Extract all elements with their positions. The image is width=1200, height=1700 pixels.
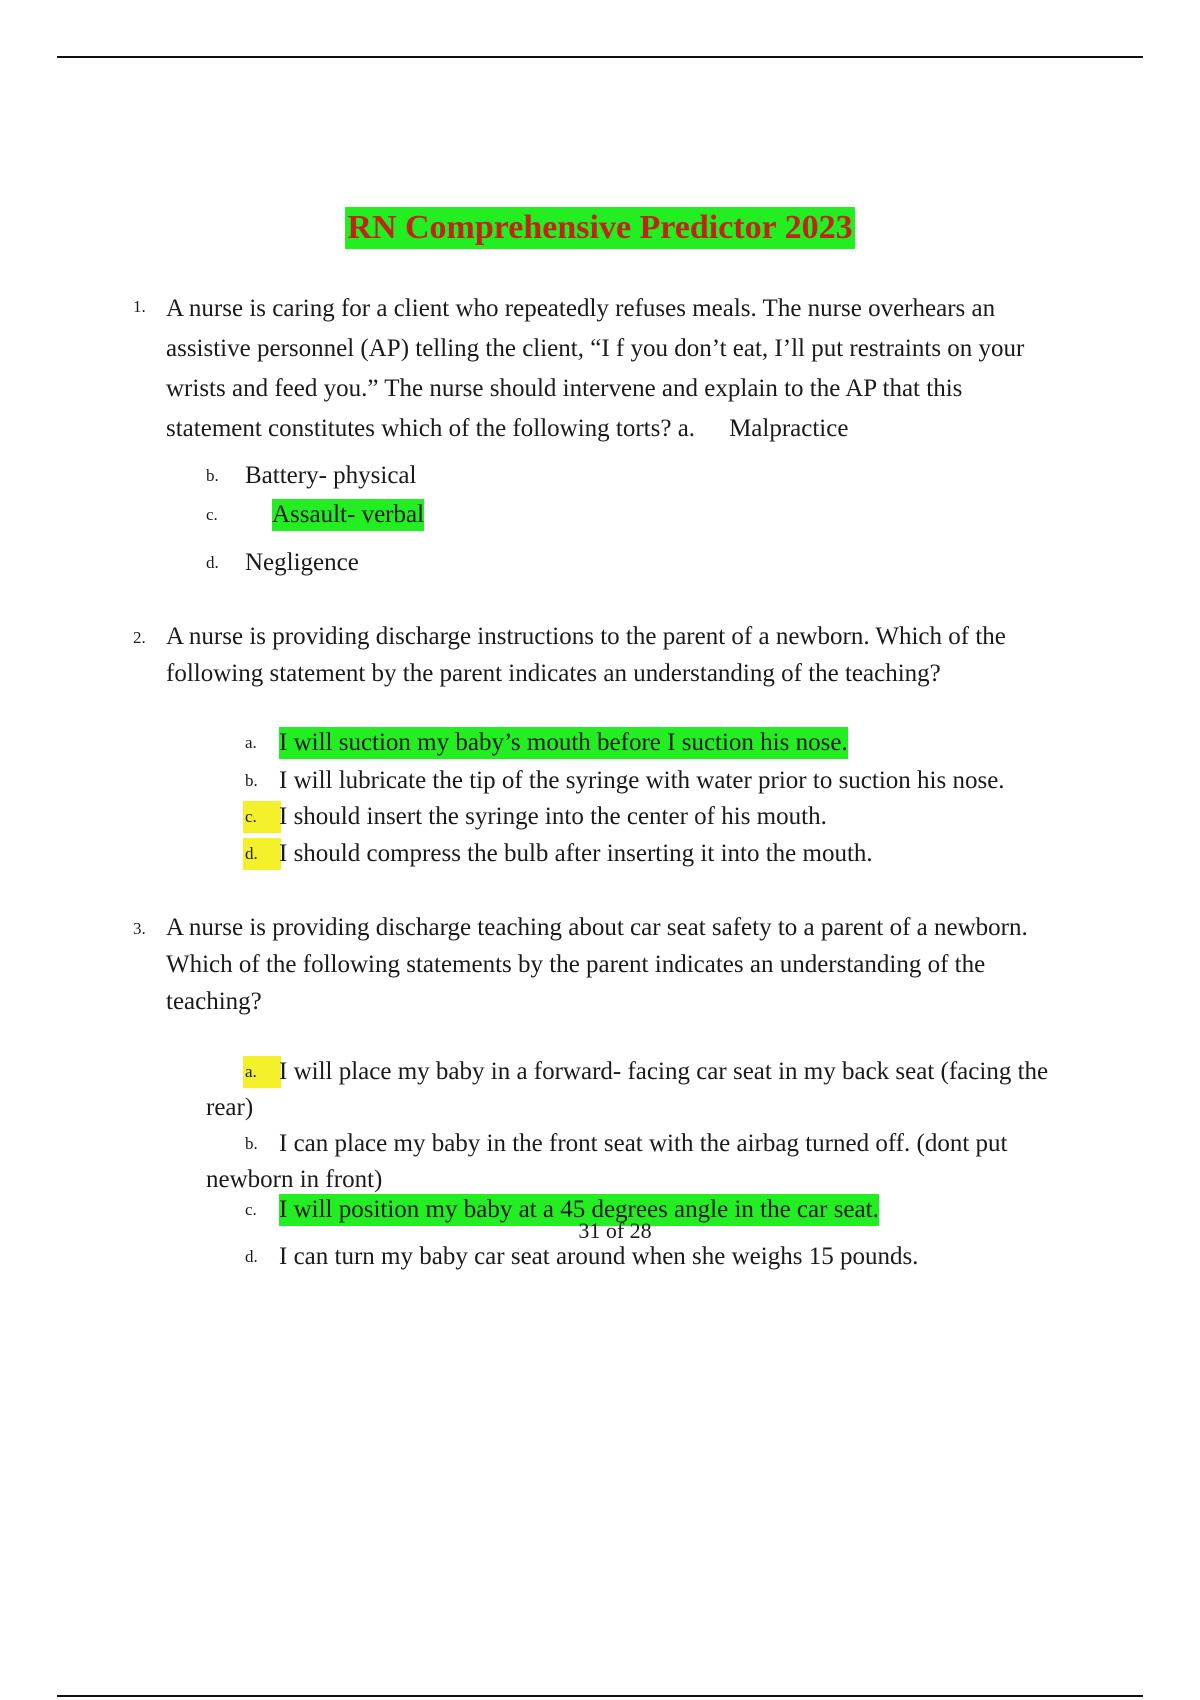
- question-stem: [166, 289, 1146, 449]
- option-letter: c.: [206, 505, 218, 524]
- option-letter: b.: [245, 771, 258, 790]
- option-letter: b.: [245, 1134, 258, 1153]
- option-text: I will suction my baby’s mouth before I suction his nose.: [279, 727, 848, 759]
- option-continuation: rear): [206, 1094, 254, 1121]
- option-text: I should insert the syringe into the center of his mouth.: [279, 803, 827, 830]
- bottom-rule: [57, 1695, 1143, 1697]
- stem-line: A nurse is caring for a client who repeatedly refuses meals. The nurse overhears an: [166, 295, 996, 322]
- option-text: I will position my baby at a 45 degrees angle in the car seat.: [279, 1194, 879, 1226]
- top-rule: [57, 56, 1143, 58]
- option-text: Battery- physical: [245, 462, 417, 489]
- option-letter: d.: [206, 553, 219, 572]
- option-letter: a.: [245, 733, 257, 752]
- inline-option-text: Malpractice: [729, 415, 849, 442]
- stem-line: A nurse is providing discharge instructions to the parent of a newborn. Which of the: [166, 623, 1006, 650]
- question-number: 1.: [133, 297, 146, 316]
- option-text: Negligence: [245, 549, 359, 576]
- option-letter: d.: [243, 838, 281, 870]
- question-stem: [166, 909, 1146, 1020]
- option-text: I will place my baby in a forward- facing car seat in my back seat (facing the: [279, 1058, 1049, 1085]
- option-letter: c.: [245, 1200, 257, 1219]
- stem-line: wrists and feed you.” The nurse should intervene and explain to the AP that this: [166, 375, 963, 402]
- option-continuation: newborn in front): [206, 1166, 383, 1193]
- stem-last-line: statement constitutes which of the following torts? a.: [166, 415, 696, 442]
- page-number: 31 of 28: [578, 1218, 652, 1243]
- stem-line: assistive personnel (AP) telling the client, “I f you don’t eat, I’ll put restraints on your: [166, 335, 1025, 362]
- option-text: Assault- verbal: [272, 499, 424, 531]
- document-title: RN Comprehensive Predictor 2023: [345, 207, 854, 249]
- stem-line: following statement by the parent indicates an understanding of the teaching?: [166, 660, 941, 687]
- title-wrap: [0, 207, 1200, 249]
- option-letter: d.: [245, 1247, 258, 1266]
- option-text: I can turn my baby car seat around when she weighs 15 pounds.: [279, 1243, 919, 1270]
- question-number: 2.: [133, 628, 146, 647]
- stem-line: teaching?: [166, 988, 262, 1015]
- option-text: I should compress the bulb after inserting it into the mouth.: [279, 840, 873, 867]
- stem-line: [166, 409, 1146, 449]
- option-text: I will lubricate the tip of the syringe with water prior to suction his nose.: [279, 767, 1005, 794]
- option-letter: c.: [243, 801, 281, 833]
- option-letter: b.: [206, 466, 219, 485]
- question-number: 3.: [133, 919, 146, 938]
- stem-line: Which of the following statements by the parent indicates an understanding of the: [166, 951, 986, 978]
- question-stem: [166, 618, 1146, 692]
- option-letter: a.: [243, 1056, 281, 1088]
- option-text: I can place my baby in the front seat with the airbag turned off. (dont put: [279, 1130, 1008, 1157]
- stem-line: A nurse is providing discharge teaching about car seat safety to a parent of a newborn.: [166, 914, 1028, 941]
